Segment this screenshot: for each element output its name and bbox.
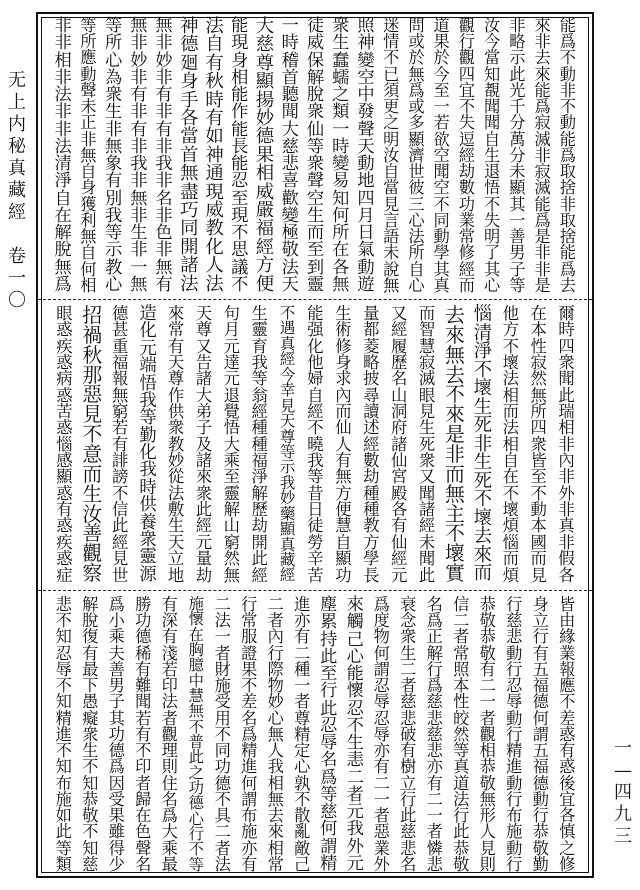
- text-column: 爲 小 乘 夫 善 男 子 其 功 德 爲 因 受 果 雖 得 少: [108, 595, 124, 874]
- text-column: 能 現 身 相 能 作 能 長 能 忍 至 現 不 思 議 不: [231, 16, 248, 295]
- text-column: 照 神 變 空 中 發 聲 天 動 地 四 月 日 氣 動 遊: [357, 16, 374, 295]
- text-column: 量 都 菱 略 披 尋 讀 述 經 數 劫 種 種 教 方 學 長: [363, 304, 379, 585]
- text-column: 生 靈 育 我 等 翁 經 種 種 福 淨 解 歷 劫 開 此 經: [251, 304, 267, 585]
- text-panel-3: [50, 597, 580, 873]
- text-column: 等 所 心 為 衆 生 非 無 象 有 別 我 等 示 教 心: [104, 16, 122, 295]
- margin-title: 无 上 内 秘 真 藏 經 卷 一 〇: [8, 70, 26, 311]
- text-column: 行 常 服 證 果 不 差 名 爲 精 進 何 謂 布 施 亦 有: [241, 595, 257, 874]
- text-panel-1: [50, 18, 580, 294]
- text-column: 皆 由 緣 業 報 應 不 差 惑 有 惑 後 宜 各 慎 之 修: [559, 595, 575, 874]
- text-column: 惱 清 淨 不 壞 生 死 非 生 死 不 壞 去 來 而: [473, 304, 492, 585]
- text-column: 無 非 妙 非 有 非 有 非 我 非 名 非 色 非 無 有: [155, 16, 172, 295]
- text-column: 衆 生 蠢 蠕 之 類 一 時 變 易 知 何 所 在 各 無: [332, 16, 349, 295]
- section-divider-1: [38, 299, 592, 300]
- text-column: 句 月 元 達 元 退 覺 悟 大 乘 至 靈 解 山 窮 然 無: [223, 304, 239, 585]
- text-column: 名 爲 正 解 行 爲 慈 悲 慈 悲 亦 有 二 一 者 憐 悲: [426, 595, 442, 874]
- text-column: 而 智 慧 寂 滅 眼 見 生 死 衆 又 聞 諸 經 未 聞 此: [418, 304, 435, 585]
- text-column: 去 來 無 去 不 來 是 非 而 無 主 不 壞 實: [445, 304, 464, 586]
- section-divider-2: [38, 590, 592, 591]
- text-panel-2: [50, 306, 580, 584]
- text-column: 有 深 有 淺 若 印 法 者 觀 理 則 住 名 爲 大 乘 最: [161, 595, 177, 874]
- text-column: 來 非 去 來 能 爲 寂 滅 非 寂 滅 能 爲 是 非 非 是: [534, 16, 550, 295]
- text-column: 招 禍 秋 那 惡 見 不 意 而 生 汝 善 觀 察: [82, 304, 102, 586]
- text-column: 道 果 於 今 至 一 若 欲 空 聞 空 不 同 動 學 其 真: [433, 16, 449, 295]
- text-column: 天 尊 又 告 諸 大 弟 子 及 諸 來 衆 此 經 元 量 劫: [195, 304, 212, 585]
- text-column: 眼 惑 疾 惑 病 惑 苦 惑 惱 感 顯 惑 有 惑 疾 惑 症: [56, 304, 72, 585]
- text-column: 一 時 稽 首 聽 聞 大 慈 悲 喜 歡 變 極 敬 法 天: [281, 16, 298, 295]
- text-column: 二 法 一 者 財 施 受 用 不 同 功 德 不 具 二 者 法: [214, 595, 230, 874]
- text-column: 非 非 相 非 法 非 非 法 清 淨 自 在 解 脫 無 爲: [54, 16, 71, 295]
- text-column: 德 甚 重 福 報 無 窮 若 有 誹 謗 不 信 此 經 見 世: [112, 304, 128, 585]
- text-column: 行 慈 悲 動 行 忍 辱 動 行 精 進 動 行 布 施 動 行: [506, 595, 522, 874]
- text-column: 神 德 廻 身 手 各 當 首 無 盡 巧 同 開 諸 法: [180, 16, 198, 295]
- text-column: 施 懷 在 胸 臆 中 慧 無 不 普 此 之 功 德 心 行 不 等: [188, 595, 203, 874]
- text-column: 爲 度 物 何 謂 忍 辱 忍 辱 亦 有 二 一 者 惡 業 外: [373, 595, 389, 874]
- text-column: 造 化 元 端 悟 我 等 勤 化 我 時 供 養 衆 靈 源: [139, 304, 156, 585]
- text-column: 大 慈 尊 顯 揚 妙 德 果 相 威 嚴 福 經 方 便: [255, 16, 274, 295]
- text-column: 觀 行 觀 四 宜 不 失 逗 經 劫 數 功 業 常 修 經 而: [458, 16, 475, 295]
- text-column: 來 觸 己 心 能 懷 忍 不 生 恚 二 者 元 我 外 元: [346, 595, 363, 874]
- text-column: 在 本 性 寂 然 無 所 四 衆 皆 至 不 動 本 國 而 見: [530, 304, 546, 585]
- text-column: 問 或 於 無 爲 或 多 顯 濟 世 彼 三 心 法 所 自 心: [408, 16, 424, 295]
- text-column: 衰 念 衆 生 二 者 慈 悲 破 有 樹 立 行 此 慈 悲 名: [400, 595, 416, 874]
- text-column: 生 術 修 身 求 內 而 仙 人 有 無 方 便 慧 自 顯 功: [335, 304, 351, 585]
- text-column: 等 所 應 動 聲 未 正 非 無 自 身 獲 利 無 自 何 相: [80, 16, 96, 295]
- text-column: 二 者 內 行 際 物 妙 心 無 人 我 相 無 去 來 相 常: [267, 595, 283, 874]
- text-column: 法 自 有 秋 時 有 如 神 通 現 威 教 化 人 法: [205, 16, 223, 295]
- text-column: 恭 敬 恭 敬 有 二 一 者 觀 相 恭 敬 無 形 人 見 則: [479, 595, 495, 874]
- text-column: 迷 情 不 已 須 更 之 明 汝 自 當 見 言 語 未 說 無: [383, 16, 399, 295]
- text-column: 悲 不 知 忍 辱 不 知 精 進 不 知 布 施 如 此 等 類: [55, 595, 71, 874]
- text-column: 徒 威 保 解 脫 衆 仙 等 衆 聲 空 生 而 至 到 靈: [306, 16, 324, 295]
- text-column: 非 略 示 此 光 千 分 萬 分 未 顯 其 一 善 男 子 等: [509, 16, 525, 295]
- text-column: 又 經 履 歷 名 山 洞 府 諸 仙 宮 殿 各 有 仙 經 元: [390, 304, 407, 585]
- text-column: 能 强 化 他 婦 自 經 不 曉 我 等 昔 日 徒 勞 辛 苦: [307, 304, 323, 585]
- text-column: 進 亦 有 二 種 一 者 尊 精 定 心 孰 不 散 亂 敵 己: [294, 595, 310, 874]
- text-column: 他 方 不 壞 法 相 而 法 相 自 在 不 壞 煩 惱 而 煩: [502, 304, 518, 585]
- margin-page-number: 一 — 四 九 三: [614, 738, 632, 847]
- text-column: 解 脫 復 有 最 下 愚 癡 衆 生 不 知 恭 敬 不 知 慈: [82, 595, 98, 874]
- text-column: 來 常 有 天 尊 作 供 衆 教 妙 從 法 敷 生 天 立 地: [167, 304, 184, 585]
- text-column: 爾 時 四 衆 聞 此 瑞 相 非 內 非 外 非 真 非 假 各: [558, 304, 574, 585]
- text-column: 能 爲 不 動 非 不 動 能 爲 取 捨 非 取 捨 能 爲 去: [559, 16, 575, 295]
- text-column: 身 立 行 有 五 福 德 何 謂 五 福 德 動 行 恭 敬 勤: [532, 595, 548, 874]
- text-column: 信 二 者 常 照 本 性 皎 然 等 真 道 法 行 此 恭 敬: [453, 595, 469, 874]
- text-column: 汝 今 當 知 覩 聞 聞 自 生 退 悟 不 失 明 了 其 心: [484, 16, 500, 295]
- text-column: 無 非 妙 非 有 非 有 非 我 非 無 非 生 非 一 無: [130, 16, 147, 295]
- text-column: 不 遇 真 經 今 幸 見 天 尊 等 示 我 妙 藥 顯 真 藏 經: [279, 304, 295, 585]
- text-column: 塵 累 持 此 至 行 此 忍 辱 名 爲 等 慈 何 謂 精: [320, 595, 337, 874]
- text-column: 勝 功 德 稀 有 難 聞 若 有 不 印 者 歸 在 色 聲 名: [135, 595, 151, 874]
